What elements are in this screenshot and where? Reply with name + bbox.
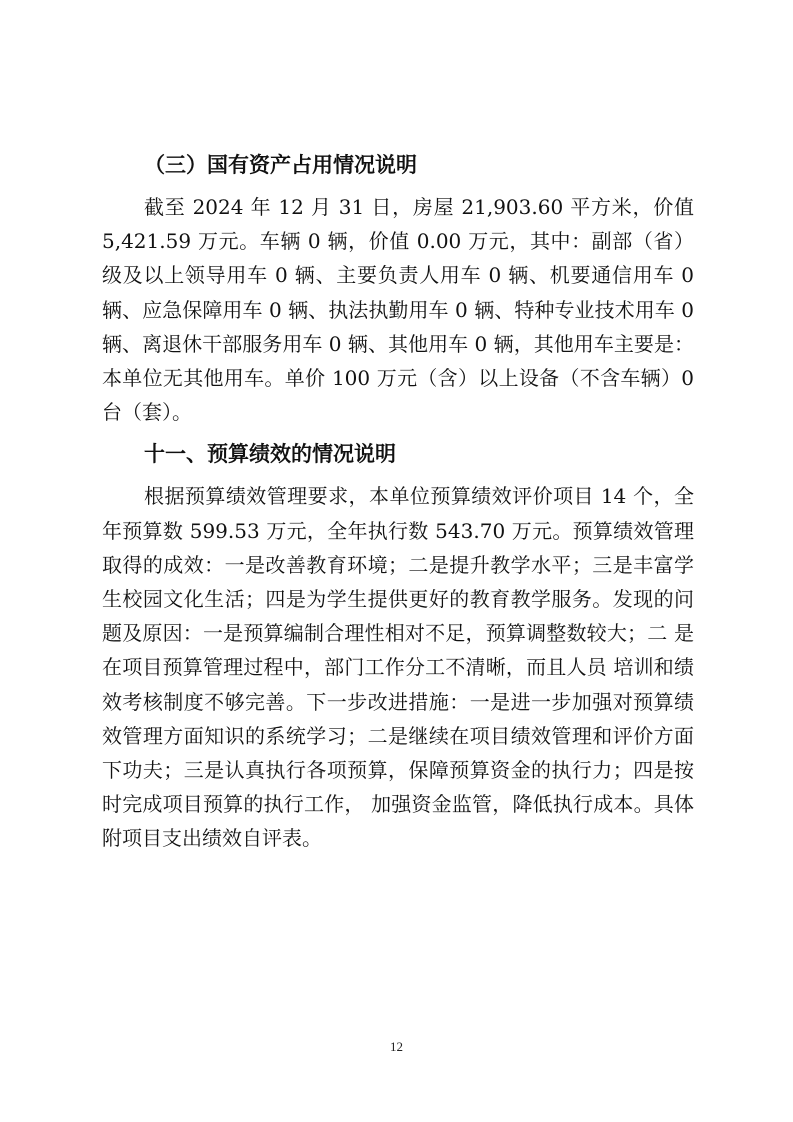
page-number: 12 [390, 1039, 403, 1054]
paragraph-state-assets: 截至 2024 年 12 月 31 日，房屋 21,903.60 平方米，价值 5,421.59 万元。车辆 0 辆，价值 0.00 万元，其中：副部（省）级及以上领导用车 0 辆、主要负责人用车 0 辆、机要通信用车 0 辆、应急保障用车 0 辆、执法执勤用车 0 辆、特种专业技术用车 0 辆、离退休干部服务用车 0 辆、其他用车 0 辆，其他用车主要是：本单位无其他用车。单价 100 万元（含）以上设备（不含车辆）0 台（套）。 [102, 195, 694, 425]
paragraph-budget-performance: 根据预算绩效管理要求，本单位预算绩效评价项目 14 个，全年预算数 599.53 万元，全年执行数 543.70 万元。预算绩效管理取得的成效：一是改善教育环境；二是提升教学水平；三是丰富学生校园文化生活；四是为学生提供更好的教育教学服务。发现的问题及原因：一是预算编制合理性相对不足，预算调整数较大；二 是在项目预算管理过程中，部门工作分工不清晰，而且人员 培训和绩效考核制度不够完善。下一步改进措施：一是进一步加强对预算绩效管理方面知识的系统学习；二是继续在项目绩效管理和评价方面下功夫；三是认真执行各项预算，保障预算资金的执行力；四是按时完成项目预算的执行工作， 加强资金监管，降低执行成本。具体附项目支出绩效自评表。 [102, 484, 694, 851]
section-heading-state-assets: （三）国有资产占用情况说明 [144, 152, 417, 177]
page-content [102, 148, 694, 864]
section-heading-budget-performance: 十一、预算绩效的情况说明 [144, 441, 396, 467]
